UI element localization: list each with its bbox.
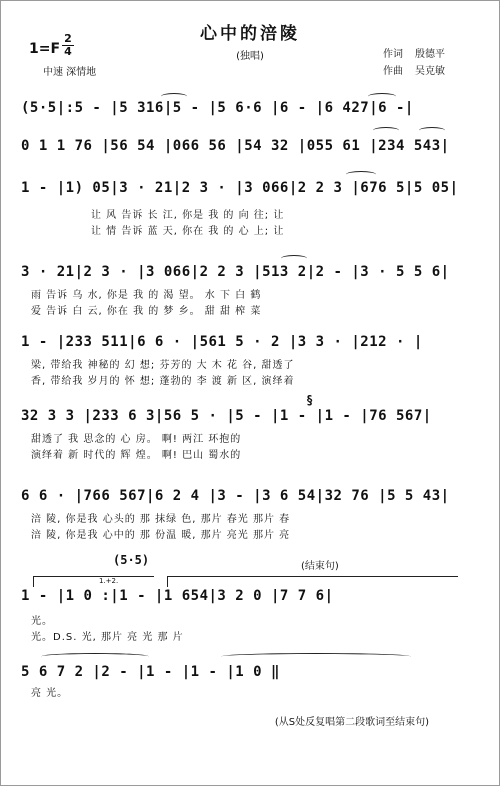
score-line-2: 0 1 1 76 |56 54 |066 56 |54 32 |055 61 |234 543| <box>21 138 450 154</box>
triplet-slur <box>373 127 399 134</box>
lyric-verse1-line5: 涪 陵, 你是我 心头的 那 抹绿 色, 那片 春光 那片 春 <box>31 514 291 525</box>
lyric-verse2-line4: 演绎着 新 时代的 辉 煌。 啊! 巴山 蜀水的 <box>31 450 242 461</box>
lyric-ending-line2: 光。D.S. 光, 那片 亮 光 那 片 <box>31 632 184 643</box>
lyric-verse1-line4: 甜透了 我 思念的 心 房。 啊! 两江 环抱的 <box>31 434 242 445</box>
lyric-verse2-line2: 爱 告诉 白 云, 你在 我 的 梦 乡。 甜 甜 榨 菜 <box>31 306 262 317</box>
score-line-6: 32 3 3 |233 6 3|56 5 · |5 - |1 - |1 - |76 567| <box>21 408 432 424</box>
time-denominator: 4 <box>64 45 72 58</box>
score-line-9: 5 6 7 2 |2 - |1 - |1 - |1 0 ‖ <box>21 664 280 680</box>
ending-title: (结束句) <box>301 561 339 572</box>
time-numerator: 2 <box>64 32 72 45</box>
lyric-verse2-line1: 让 情 告诉 蓝 天, 你在 我 的 心 上; 让 <box>91 226 285 237</box>
tie-slur <box>41 653 149 660</box>
segno-sign: § <box>306 393 314 407</box>
score-line-1: (5·5|:5 - |5 316|5 - |5 6·6 |6 - |6 427|6 -| <box>21 100 414 116</box>
lyric-verse2-line3: 香, 带给我 岁月的 怀 想; 蓬勃的 李 渡 新 区, 演绎着 <box>31 376 295 387</box>
time-signature <box>62 34 74 57</box>
lyricist-label: 作词 <box>383 49 403 60</box>
tie-slur <box>221 653 411 660</box>
lyric-ending-line1: 光。 <box>31 616 53 627</box>
score-line-5: 1 - |233 511|6 6 · |561 5 · 2 |3 3 · |212 · | <box>21 334 423 350</box>
lyric-verse1-line1: 让 风 告诉 长 江, 你是 我 的 向 往; 让 <box>91 210 285 221</box>
lyric-verse1-line3: 梁, 带给我 神秘的 幻 想; 芬芳的 大 木 花 谷, 甜透了 <box>31 360 295 371</box>
lyricist-credit <box>383 45 445 60</box>
composer-credit <box>383 62 445 77</box>
score-line-7: 6 6 · |766 567|6 2 4 |3 - |3 6 54|32 76 |5 5 43| <box>21 488 450 504</box>
song-title: 心中的涪陵 <box>200 24 300 44</box>
lyric-verse2-line5: 涪 陵, 你是我 心中的 那 份温 暖, 那片 亮光 那片 亮 <box>31 530 291 541</box>
volta-number: 1.+2. <box>99 577 119 585</box>
composer-label: 作曲 <box>383 66 403 77</box>
composer-name: 吴克敏 <box>415 66 445 77</box>
lyricist-name: 殷德平 <box>415 49 445 60</box>
lyric-verse1-line2: 雨 告诉 乌 水, 你是 我 的 渴 望。 水 下 白 鹤 <box>31 290 262 301</box>
tempo-marking: 中速 深情地 <box>43 67 97 78</box>
lyric-ending-line3: 亮 光。 <box>31 688 69 699</box>
performance-style: (独唱) <box>236 51 264 62</box>
key-signature: 1=F <box>29 41 61 57</box>
score-line-4: 3 · 21|2 3 · |3 066|2 2 3 |513 2|2 - |3 · 5 5 6| <box>21 264 450 280</box>
footnote: (从S处反复唱第二段歌词至结束句) <box>274 717 429 728</box>
score-line-3: 1 - |1) 05|3 · 21|2 3 · |3 066|2 2 3 |676 5|5 05| <box>21 180 459 196</box>
reprise-marking: (5·5) <box>113 553 150 567</box>
score-line-8: 1 - |1 0 :|1 - |1 654|3 2 0 |7 7 6| <box>21 588 334 604</box>
triplet-slur <box>419 127 445 134</box>
